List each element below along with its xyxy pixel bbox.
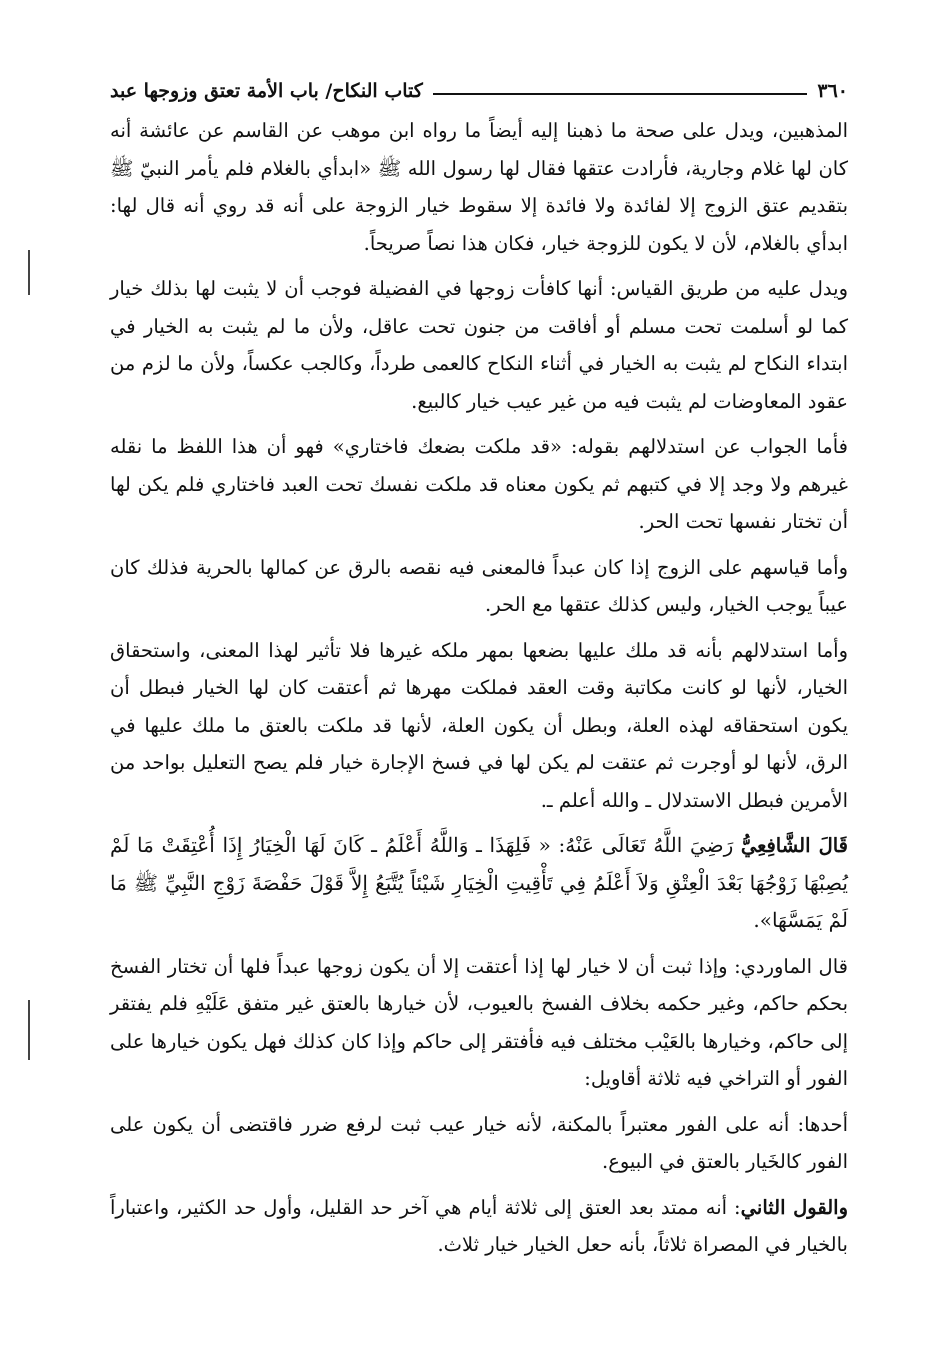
page-number: ٣٦٠ xyxy=(817,80,848,102)
paragraph-6: قال الماوردي: وإذا ثبت أن لا خيار لها إذا أعتقت إلا أن يكون زوجها عبداً فلها أن تختار الفسخ بحكم حاكم، وغير حكمه بخلاف الفسخ بالعيوب، لأن خيارها بالعتق غير متفق عَلَيْهِ فلم يفتقر إلى حاكم، وخيارها بالعَيْب مختلف فيه فأفتقر إلى حاكم وإذا كان كذلك فهل يكون خيارها على الفور أو التراخي فيه ثلاثة أقاويل: xyxy=(110,954,848,1090)
paragraph-7: أحدها: أنه على الفور معتبراً بالمكنة، لأنه خيار عيب ثبت لرفع ضرر فاقتضى أن يكون على الفور كالخَيار بالعتق في البيوع. xyxy=(110,1112,848,1173)
paragraph-5: وأما استدلالهم بأنه قد ملك عليها بضعها بمهر ملكه غيرها فلا تأثير لهذا المعنى، واستحقاق الخيار، لأنها لو كانت مكاتبة وقت العقد فملكت مهرها ثم أعتقت كان لها الخيار فبطل أن يكون استحقاقه لهذه العلة، وبطل أن يكون العلة، لأنها قد ملكت بالعتق ما ملك عليها في الرق، لأنها لو أوجرت ثم عتقت لم يكن لها في فسخ الإجارة خيار فلم يصح التعليل بواحد من الأمرين فبطل الاستدلال ـ والله أعلم ـ. xyxy=(110,638,848,812)
page-body xyxy=(110,112,848,1264)
book-page xyxy=(110,70,848,1272)
margin-mark-lower xyxy=(28,1000,30,1060)
header-rule xyxy=(433,93,808,95)
paragraph-1: المذهبين، ويدل على صحة ما ذهبنا إليه أيضاً ما رواه ابن موهب عن القاسم عن عائشة أنه كان لها غلام وجارية، فأرادت عتقها فقال لها رسول الله ﷺ «ابدأي بالغلام فلم يأمر النبيّ ﷺ بتقديم عتق الزوج إلا لفائدة ولا فائدة إلا سقوط خيار الزوجة على أنه قد روي أنه قال لها: ابدأي بالغلام، لأن لا يكون للزوجة خيار، فكان هذا نصاً صريحاً. xyxy=(110,119,848,255)
second-opinion-text: : أنه ممتد بعد العتق إلى ثلاثة أيام هي آخر حد القليل، وأول حد الكثير، واعتباراً بالخيار في المصراة ثلاثاً، بأنه حعل الخيار خيار ثلاث. xyxy=(110,1195,848,1256)
page-header xyxy=(110,70,848,102)
second-opinion-lead: والقول الثاني xyxy=(740,1195,848,1219)
running-title: كتاب النكاح/ باب الأمة تعتق وزوجها عبد xyxy=(110,80,423,102)
paragraph-4: وأما قياسهم على الزوج إذا كان عبداً فالمعنى فيه نقصه بالرق عن كمالها بالحرية فذلك كان عيباً يوجب الخيار، وليس كذلك عتقها مع الحر. xyxy=(110,555,848,616)
paragraph-3: فأما الجواب عن استدلالهم بقوله: «قد ملكت بضعك فاختاري» فهو أن هذا اللفظ ما نقله غيرهم ولا وجد إلا في كتبهم ثم يكون معناه قد ملكت نفسك تحت العبد فاختاري فلم يكن لها أن تختار نفسها تحت الحر. xyxy=(110,435,848,533)
shafii-quote xyxy=(110,827,848,940)
second-opinion xyxy=(110,1189,848,1264)
quote-text: رَضِيَ اللَّهُ تَعَالَى عَنْهُ: « فَلِهَذَا ـ وَاللَّهُ أَعْلَمُ ـ كَانَ لَهَا الْخِيَارُ إِذَا أُعْتِقَتْ مَا لَمْ يُصِبْهَا زَوْجُهَا بَعْدَ الْعِتْقِ وَلاَ أَعْلَمُ فِي تَأْقِيتِ الْخِيَارِ شَيْئاً يُتَّبَعُ إِلاَّ قَوْلَ حَفْصَةَ زَوْجِ النَّبِيِّ ﷺ مَا لَمْ يَمَسَّهَا». xyxy=(110,833,848,932)
quote-lead: قَالَ الشَّافِعِيُّ xyxy=(740,834,849,857)
margin-mark-upper xyxy=(28,250,30,295)
paragraph-2: ويدل عليه من طريق القياس: أنها كافأت زوجها في الفضيلة فوجب أن لا يثبت لها بذلك خيار كما لو أسلمت تحت مسلم أو أفاقت من جنون تحت عاقل، ولأن ما لم يثبت به الخيار في ابتداء النكاح لم يثبت به الخيار في أثناء النكاح كالعمى طرداً، وكالجب عكساً، ولأن ما لزم من عقود المعاوضات لم يثبت فيه من غير عيب خيار كالبيع. xyxy=(110,277,848,413)
